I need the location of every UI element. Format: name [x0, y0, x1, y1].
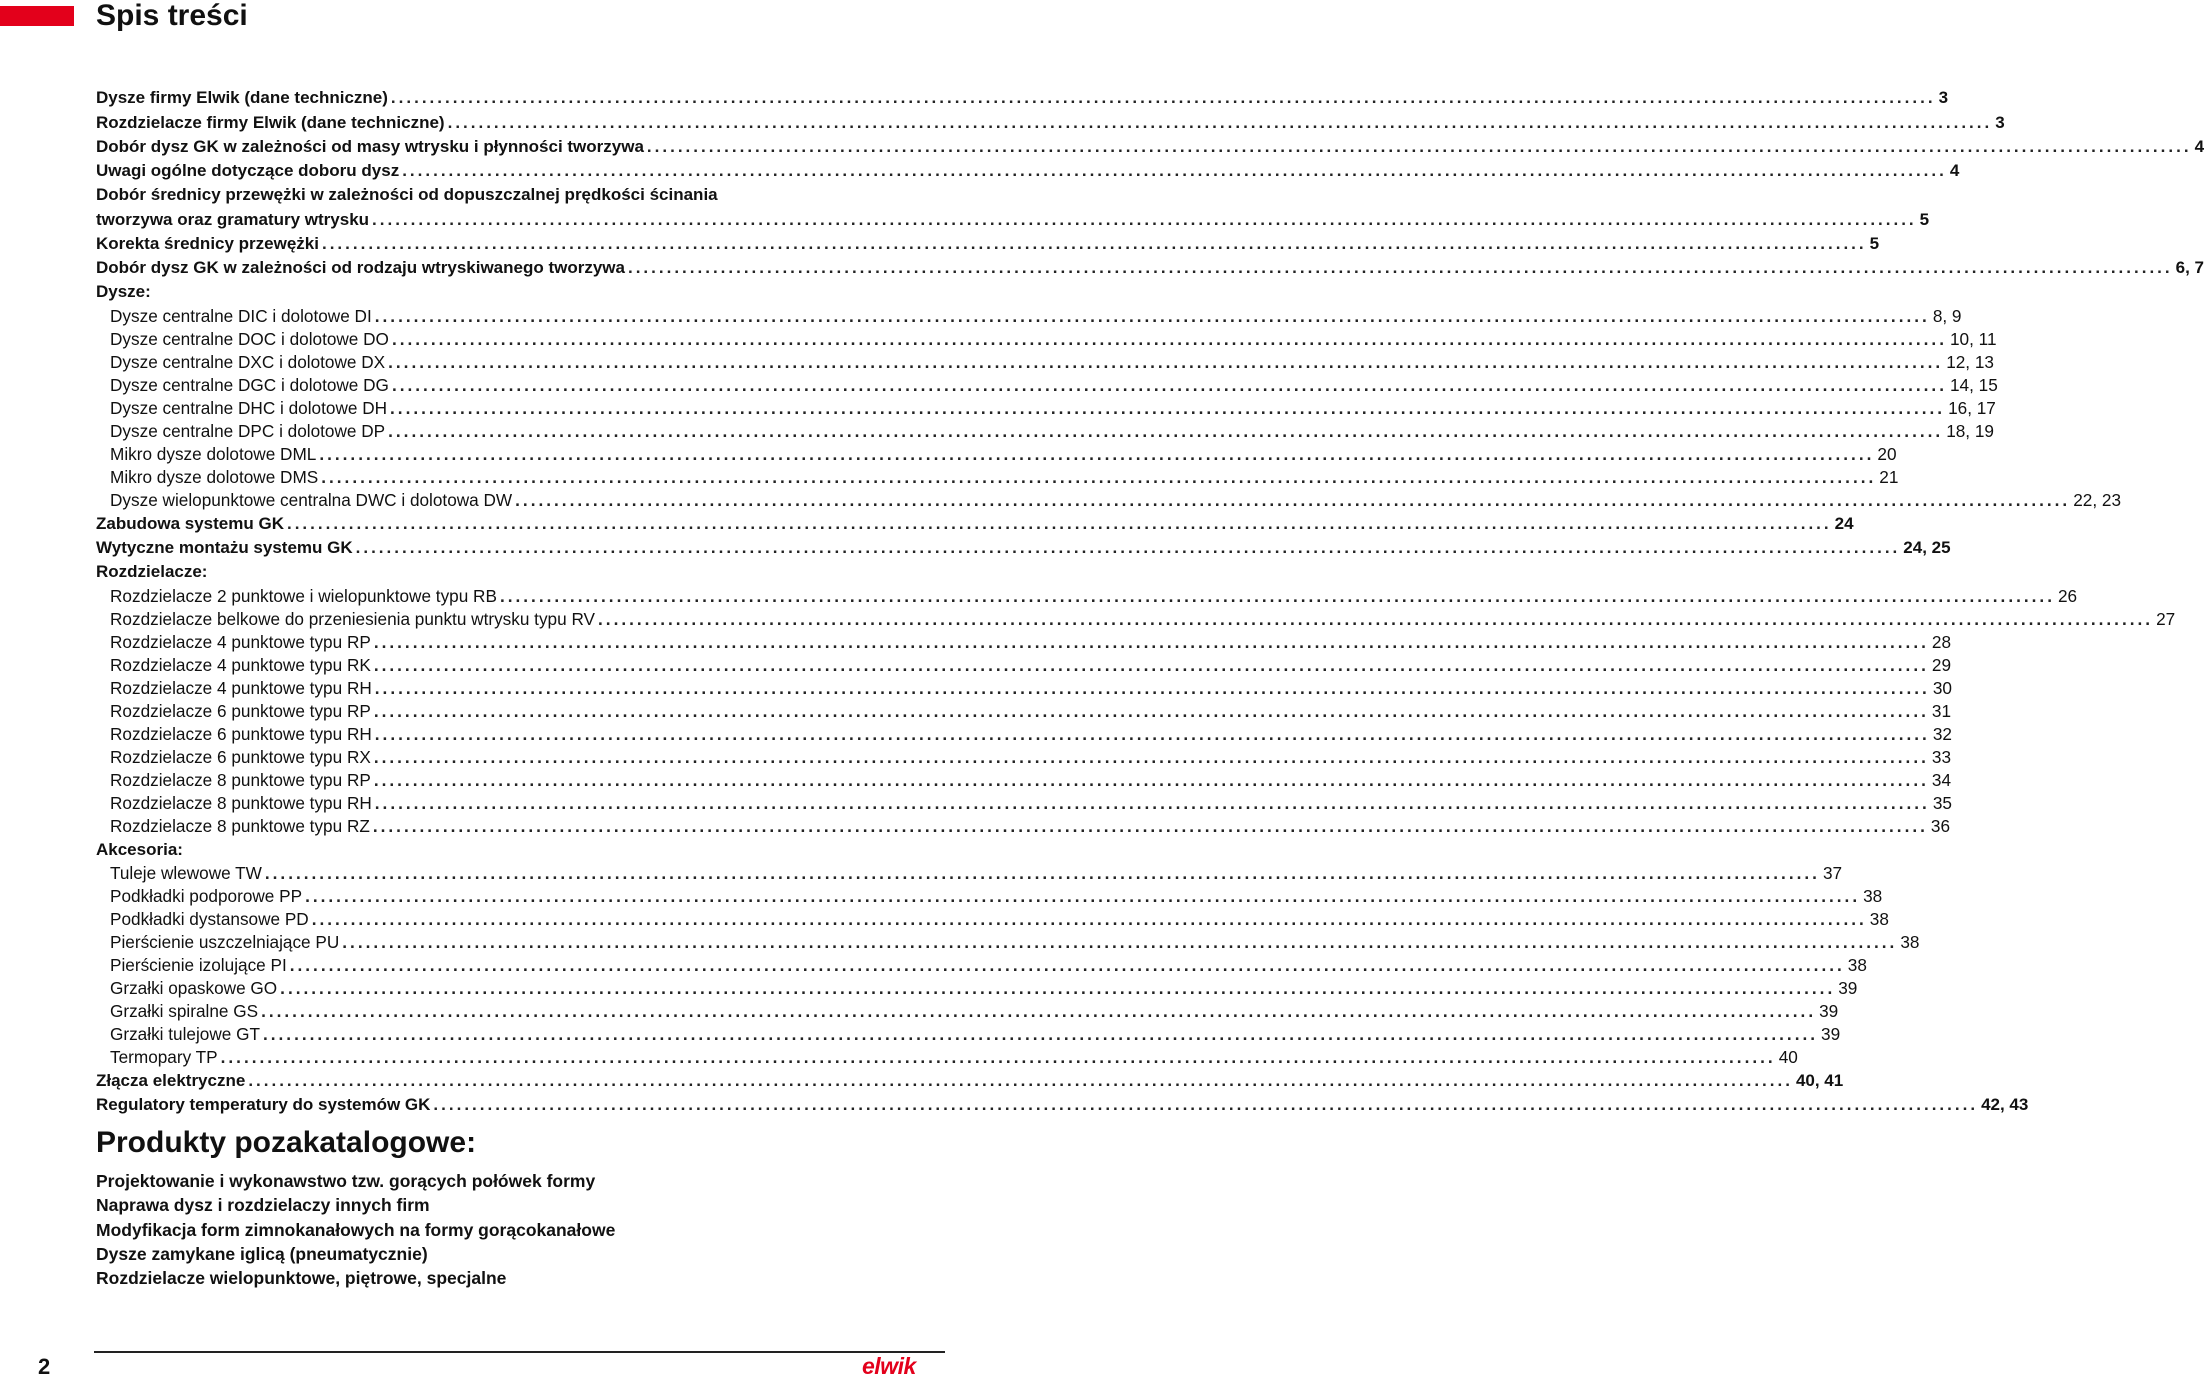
- toc-entry-first-line[interactable]: [96, 183, 936, 207]
- toc-entry-page: 14, 15: [1950, 374, 1998, 395]
- toc-entry[interactable]: [96, 512, 1854, 536]
- toc-leader-dots: ........................................................................................................................................................................................................: [286, 513, 1832, 533]
- toc-entry-label: Rozdzielacze 6 punktowe typu RP: [110, 700, 371, 721]
- toc-entry[interactable]: [96, 86, 1949, 110]
- toc-entry-page: 27: [2156, 608, 2176, 629]
- toc-entry[interactable]: [96, 305, 1962, 328]
- toc-leader-dots: ........................................................................................................................................................................................................: [499, 585, 2055, 606]
- toc-leader-dots: ........................................................................................................................................................................................................: [342, 931, 1898, 952]
- toc-entry[interactable]: [96, 351, 1994, 374]
- page-number: 2: [38, 1354, 51, 1379]
- toc-leader-dots: ........................................................................................................................................................................................................: [598, 608, 2154, 629]
- toc-entry[interactable]: [96, 654, 1952, 677]
- toc-leader-dots: ........................................................................................................................................................................................................: [264, 862, 1820, 883]
- toc-entry-label: Rozdzielacze belkowe do przeniesienia punktu wtrysku typu RV: [110, 608, 596, 629]
- toc-entry-label: Termopary TP: [110, 1046, 218, 1067]
- toc-entry-page: 39: [1838, 977, 1858, 998]
- toc-entry[interactable]: [96, 977, 1858, 1000]
- toc-entry[interactable]: [96, 585, 2078, 608]
- toc-leader-dots: ........................................................................................................................................................................................................: [627, 258, 2173, 278]
- toc-entry-label: Mikro dysze dolotowe DML: [110, 443, 317, 464]
- toc-leader-dots: ........................................................................................................................................................................................................: [319, 443, 1875, 464]
- toc-entry-page: 30: [1932, 677, 1952, 698]
- toc-entry-label: Pierścienie izolujące PI: [110, 954, 287, 975]
- toc-entry-page: 12, 13: [1946, 351, 1994, 372]
- toc-entry[interactable]: [96, 397, 1996, 420]
- footer-divider: [94, 1351, 945, 1353]
- toc-entry-page: 37: [1822, 862, 1843, 883]
- toc-entry-page: 24, 25: [1903, 538, 1951, 558]
- toc-leader-dots: ........................................................................................................................................................................................................: [391, 374, 1947, 395]
- toc-leader-dots: ........................................................................................................................................................................................................: [220, 1046, 1776, 1067]
- toc-leader-dots: ........................................................................................................................................................................................................: [388, 351, 1944, 372]
- toc-leader-dots: ........................................................................................................................................................................................................: [321, 466, 1877, 487]
- toc-leader-dots: ........................................................................................................................................................................................................: [261, 1000, 1817, 1021]
- toc-leader-dots: ........................................................................................................................................................................................................: [390, 397, 1946, 418]
- toc-entry-label: Rozdzielacze 2 punktowe i wielopunktowe typu RB: [110, 585, 497, 606]
- toc-entry-page: 28: [1931, 631, 1952, 652]
- page-title: Spis treści: [96, 0, 248, 32]
- toc-entry-page: 10, 11: [1950, 328, 1997, 349]
- toc-entry[interactable]: [96, 1046, 1798, 1069]
- toc-entry[interactable]: [96, 328, 1997, 351]
- toc-entry-label: Złącza elektryczne: [96, 1071, 246, 1091]
- toc-entry-label: Korekta średnicy przewężki: [96, 234, 319, 254]
- table-of-contents: [96, 86, 2204, 1117]
- toc-entry[interactable]: [96, 536, 1951, 560]
- toc-entry[interactable]: [96, 885, 1883, 908]
- toc-entry-page: 6, 7: [2175, 258, 2204, 278]
- toc-entry[interactable]: [96, 1093, 2029, 1117]
- toc-entry-label: Uwagi ogólne dotyczące doboru dysz: [96, 161, 400, 181]
- products-list: [96, 1169, 936, 1290]
- toc-leader-dots: ........................................................................................................................................................................................................: [373, 746, 1929, 767]
- toc-section-heading-akcesoria: Akcesoria:: [96, 839, 183, 859]
- toc-entry-page: 35: [1932, 792, 1952, 813]
- toc-leader-dots: ........................................................................................................................................................................................................: [515, 489, 2071, 510]
- toc-entry-page: 38: [1847, 954, 1867, 975]
- product-item: Dysze zamykane iglicą (pneumatycznie): [96, 1243, 428, 1264]
- toc-entry[interactable]: [96, 700, 1952, 723]
- toc-entry-page: 29: [1931, 654, 1952, 675]
- toc-entry-page: 38: [1900, 931, 1920, 952]
- toc-entry-page: 32: [1932, 723, 1952, 744]
- toc-entry[interactable]: [96, 135, 2204, 159]
- toc-entry-page: 5: [1919, 209, 1930, 229]
- toc-entry-label: Rozdzielacze 4 punktowe typu RH: [110, 677, 372, 698]
- toc-leader-dots: ........................................................................................................................................................................................................: [373, 654, 1929, 675]
- toc-entry-page: 4: [2194, 136, 2204, 156]
- toc-entry-label: Dysze centralne DXC i dolotowe DX: [110, 351, 386, 372]
- toc-entry-label: Dysze centralne DGC i dolotowe DG: [110, 374, 389, 395]
- toc-leader-dots: ........................................................................................................................................................................................................: [433, 1095, 1979, 1115]
- toc-entry[interactable]: [96, 110, 2005, 134]
- toc-leader-dots: ........................................................................................................................................................................................................: [372, 815, 1928, 836]
- product-item: Modyfikacja form zimnokanałowych na formy gorącokanałowe: [96, 1219, 616, 1240]
- toc-entry-label: Rozdzielacze 4 punktowe typu RP: [110, 631, 371, 652]
- toc-entry-label: Rozdzielacze 6 punktowe typu RX: [110, 746, 371, 767]
- toc-entry-label: Podkładki podporowe PP: [110, 885, 303, 906]
- toc-entry[interactable]: [96, 159, 1960, 183]
- toc-leader-dots: ........................................................................................................................................................................................................: [390, 88, 1936, 108]
- toc-entry[interactable]: [96, 677, 1952, 700]
- toc-leader-dots: ........................................................................................................................................................................................................: [374, 723, 1930, 744]
- products-section-title: Produkty pozakatalogowe:: [96, 1126, 477, 1159]
- toc-entry-label: Dysze centralne DOC i dolotowe DO: [110, 328, 389, 349]
- toc-entry[interactable]: [96, 1023, 1841, 1046]
- toc-leader-dots: ........................................................................................................................................................................................................: [311, 908, 1867, 929]
- toc-entry[interactable]: [96, 862, 1843, 885]
- toc-entry-label: tworzywa oraz gramatury wtrysku: [96, 209, 370, 229]
- toc-leader-dots: ........................................................................................................................................................................................................: [262, 1023, 1819, 1044]
- toc-leader-dots: ........................................................................................................................................................................................................: [289, 954, 1845, 975]
- toc-leader-dots: ........................................................................................................................................................................................................: [388, 420, 1944, 441]
- toc-entry-page: 39: [1819, 1000, 1839, 1021]
- toc-leader-dots: ........................................................................................................................................................................................................: [248, 1071, 1793, 1091]
- toc-entry[interactable]: [96, 931, 1920, 954]
- toc-entry-page: 16, 17: [1948, 397, 1996, 418]
- toc-leader-dots: ........................................................................................................................................................................................................: [321, 234, 1867, 254]
- toc-entry-label: Rozdzielacze 6 punktowe typu RH: [110, 723, 372, 744]
- toc-entry-label: Dobór średnicy przewężki w zależności od dopuszczalnej prędkości ścinania: [96, 185, 718, 205]
- toc-entry-page: 34: [1931, 769, 1952, 790]
- toc-entry[interactable]: [96, 1069, 1844, 1093]
- toc-entry-page: 24: [1834, 513, 1854, 533]
- toc-entry[interactable]: [96, 723, 1952, 746]
- toc-entry-page: 3: [1995, 112, 2005, 132]
- toc-entry-page: 31: [1931, 700, 1952, 721]
- toc-entry-label: Dysze firmy Elwik (dane techniczne): [96, 88, 388, 108]
- toc-entry-page: 18, 19: [1946, 420, 1994, 441]
- toc-leader-dots: ........................................................................................................................................................................................................: [374, 792, 1930, 813]
- brand-logo: elwik: [862, 1353, 916, 1379]
- toc-entry-label: Rozdzielacze 8 punktowe typu RZ: [110, 815, 370, 836]
- toc-entry[interactable]: [96, 1000, 1839, 1023]
- toc-entry[interactable]: [96, 908, 1889, 931]
- toc-entry-label: Grzałki tulejowe GT: [110, 1023, 260, 1044]
- toc-leader-dots: ........................................................................................................................................................................................................: [280, 977, 1836, 998]
- toc-entry[interactable]: [96, 420, 1994, 443]
- toc-entry-page: 4: [1949, 161, 1960, 181]
- toc-entry-label: Rozdzielacze 8 punktowe typu RP: [110, 769, 371, 790]
- toc-entry-label: Regulatory temperatury do systemów GK: [96, 1095, 431, 1115]
- toc-entry-page: 8, 9: [1932, 305, 1962, 326]
- toc-entry-page: 38: [1869, 908, 1889, 929]
- toc-entry-label: Pierścienie uszczelniające PU: [110, 931, 340, 952]
- toc-leader-dots: ........................................................................................................................................................................................................: [374, 677, 1930, 698]
- toc-entry-label: Rozdzielacze 4 punktowe typu RK: [110, 654, 371, 675]
- toc-entry-page: 5: [1869, 234, 1880, 254]
- toc-leader-dots: ........................................................................................................................................................................................................: [372, 209, 1917, 229]
- toc-leader-dots: ........................................................................................................................................................................................................: [646, 136, 2192, 156]
- toc-entry-label: Dobór dysz GK w zależności od masy wtrysku i płynności tworzywa: [96, 136, 644, 156]
- toc-entry-page: 42, 43: [1981, 1095, 2029, 1115]
- toc-entry-label: Dysze wielopunktowe centralna DWC i dolotowa DW: [110, 489, 513, 510]
- toc-leader-dots: ........................................................................................................................................................................................................: [373, 700, 1929, 721]
- toc-leader-dots: ........................................................................................................................................................................................................: [391, 328, 1947, 349]
- toc-entry[interactable]: [96, 489, 2122, 512]
- toc-entry[interactable]: [96, 466, 1899, 489]
- toc-entry-page: 40: [1778, 1046, 1798, 1067]
- toc-entry-label: Dobór dysz GK w zależności od rodzaju wtryskiwanego tworzywa: [96, 258, 625, 278]
- toc-entry-label: Mikro dysze dolotowe DMS: [110, 466, 319, 487]
- toc-leader-dots: ........................................................................................................................................................................................................: [355, 538, 1901, 558]
- header-accent-bar: [0, 6, 74, 26]
- toc-entry-label: Podkładki dystansowe PD: [110, 908, 309, 929]
- toc-leader-dots: ........................................................................................................................................................................................................: [402, 161, 1947, 181]
- toc-entry-page: 38: [1863, 885, 1883, 906]
- product-item: Projektowanie i wykonawstwo tzw. gorących połówek formy: [96, 1171, 596, 1191]
- toc-entry[interactable]: [96, 207, 1930, 231]
- toc-entry-page: 3: [1938, 88, 1949, 108]
- toc-leader-dots: ........................................................................................................................................................................................................: [373, 631, 1929, 652]
- product-item: Rozdzielacze wielopunktowe, piętrowe, specjalne: [96, 1268, 507, 1289]
- toc-section-heading-rozdzielacze: Rozdzielacze:: [96, 562, 208, 582]
- toc-entry-page: 40, 41: [1795, 1071, 1844, 1091]
- toc-entry[interactable]: [96, 374, 1998, 397]
- toc-entry[interactable]: [96, 631, 1952, 654]
- toc-leader-dots: ........................................................................................................................................................................................................: [374, 305, 1930, 326]
- toc-entry-page: 26: [2058, 585, 2078, 606]
- toc-entry-label: Tuleje wlewowe TW: [110, 862, 262, 883]
- toc-entry[interactable]: [96, 232, 1880, 256]
- toc-entry-page: 22, 23: [2073, 489, 2122, 510]
- toc-entry-page: 36: [1930, 815, 1951, 836]
- toc-leader-dots: ........................................................................................................................................................................................................: [447, 112, 1993, 132]
- toc-entry-page: 21: [1879, 466, 1899, 487]
- toc-entry-page: 33: [1931, 746, 1952, 767]
- toc-entry[interactable]: [96, 746, 1952, 769]
- toc-leader-dots: ........................................................................................................................................................................................................: [373, 769, 1929, 790]
- toc-entry[interactable]: [96, 608, 2176, 631]
- toc-entry-label: Dysze centralne DPC i dolotowe DP: [110, 420, 386, 441]
- toc-entry[interactable]: [96, 815, 1951, 838]
- toc-entry-label: Grzałki spiralne GS: [110, 1000, 259, 1021]
- toc-entry-label: Rozdzielacze firmy Elwik (dane techniczne): [96, 112, 445, 132]
- toc-entry-label: Dysze centralne DHC i dolotowe DH: [110, 397, 388, 418]
- toc-leader-dots: ........................................................................................................................................................................................................: [305, 885, 1861, 906]
- toc-entry[interactable]: [96, 443, 1897, 466]
- toc-entry-label: Wytyczne montażu systemu GK: [96, 538, 353, 558]
- toc-entry[interactable]: [96, 792, 1952, 815]
- product-item: Naprawa dysz i rozdzielaczy innych firm: [96, 1195, 430, 1216]
- toc-entry-label: Zabudowa systemu GK: [96, 513, 284, 533]
- toc-entry[interactable]: [96, 256, 2204, 280]
- toc-entry-label: Dysze centralne DIC i dolotowe DI: [110, 305, 372, 326]
- toc-entry-page: 20: [1877, 443, 1897, 464]
- toc-section-heading-dysze: Dysze:: [96, 282, 151, 302]
- toc-entry[interactable]: [96, 769, 1952, 792]
- toc-entry[interactable]: [96, 954, 1867, 977]
- toc-entry-label: Grzałki opaskowe GO: [110, 977, 278, 998]
- toc-entry-page: 39: [1821, 1023, 1841, 1044]
- toc-entry-label: Rozdzielacze 8 punktowe typu RH: [110, 792, 372, 813]
